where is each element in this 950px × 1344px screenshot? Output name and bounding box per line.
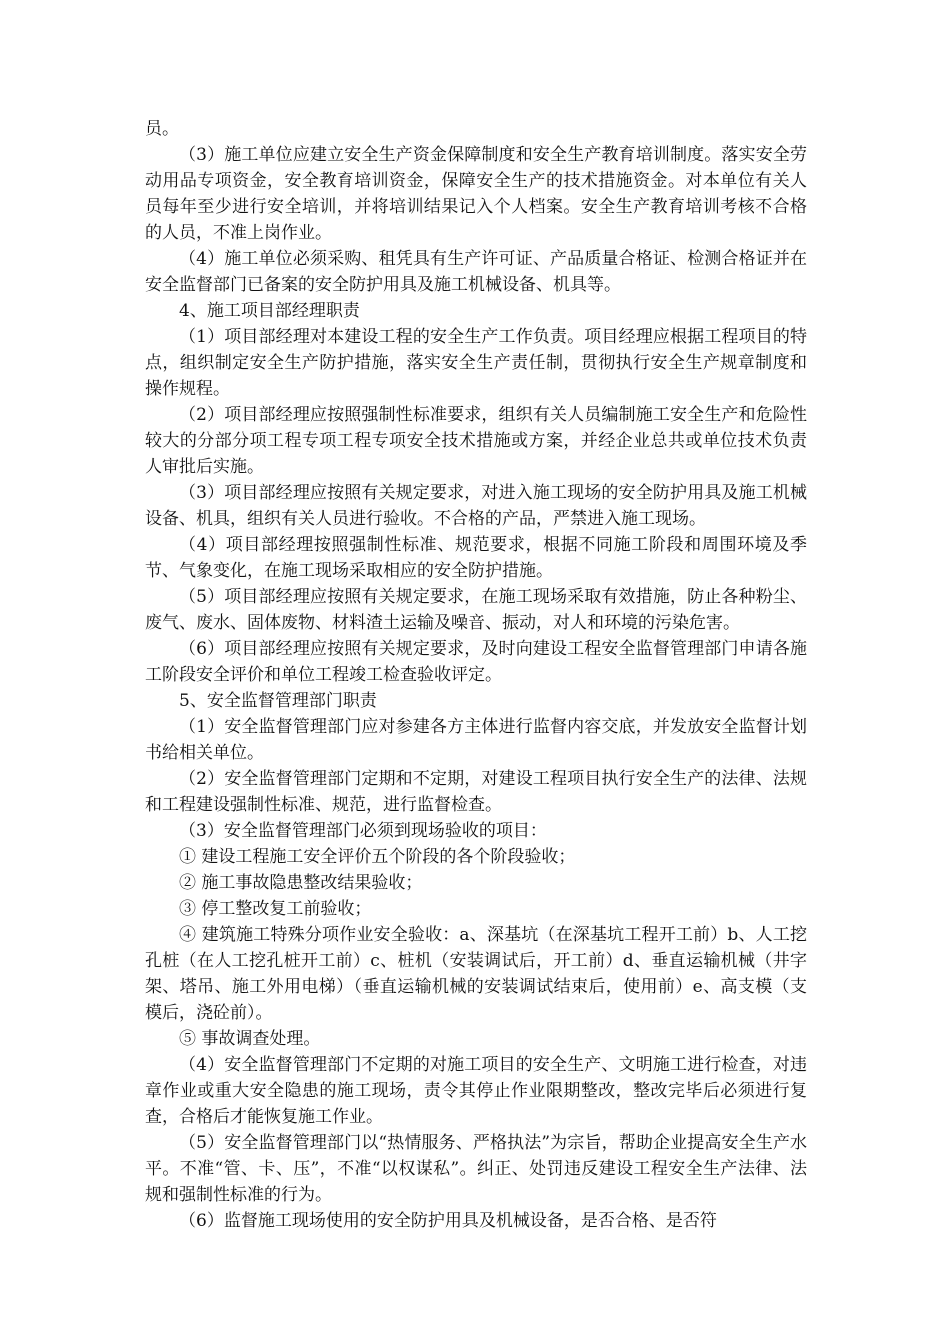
paragraph-pm-6: （6）项目部经理应按照有关规定要求，及时向建设工程安全监督管理部门申请各施工阶段安全评价和单位工程竣工检查验收评定。 [145, 639, 807, 685]
paragraph-pm-1: （1）项目部经理对本建设工程的安全生产工作负责。项目经理应根据工程项目的特点，组织制定安全生产防护措施，落实安全生产责任制，贯彻执行安全生产规章制度和操作规程。 [145, 327, 807, 399]
paragraph-sup-6: （6）监督施工现场使用的安全防护用具及机械设备，是否合格、是否符 [179, 1211, 717, 1231]
paragraph-pm-3: （3）项目部经理应按照有关规定要求，对进入施工现场的安全防护用具及施工机械设备、机具，组织有关人员进行验收。不合格的产品，严禁进入施工现场。 [145, 483, 807, 529]
section-heading-4: 4、施工项目部经理职责 [179, 301, 360, 321]
document-body [145, 116, 807, 1234]
list-item-5: ⑤ 事故调查处理。 [179, 1029, 321, 1049]
paragraph-4-procurement: （4）施工单位必须采购、租凭具有生产许可证、产品质量合格证、检测合格证并在安全监督部门已备案的安全防护用具及施工机械设备、机具等。 [145, 249, 807, 295]
paragraph-sup-5: （5）安全监督管理部门以“热情服务、严格执法”为宗旨，帮助企业提高安全生产水平。不准“管、卡、压”，不准“以权谋私”。纠正、处罚违反建设工程安全生产法律、法规和强制性标准的行为。 [145, 1133, 807, 1205]
list-item-3: ③ 停工整改复工前验收； [179, 899, 372, 919]
paragraph-sup-3: （3）安全监督管理部门必须到现场验收的项目： [179, 821, 547, 841]
paragraph-sup-4: （4）安全监督管理部门不定期的对施工项目的安全生产、文明施工进行检查，对违章作业或重大安全隐患的施工现场，责令其停止作业限期整改，整改完毕后必须进行复查，合格后才能恢复施工作业。 [145, 1055, 807, 1127]
paragraph-pm-2: （2）项目部经理应按照强制性标准要求，组织有关人员编制施工安全生产和危险性较大的分部分项工程专项工程专项安全技术措施或方案，并经企业总共或单位技术负责人审批后实施。 [145, 405, 807, 477]
paragraph-3-safety-fund: （3）施工单位应建立安全生产资金保障制度和安全生产教育培训制度。落实安全劳动用品专项资金，安全教育培训资金，保障安全生产的技术措施资金。对本单位有关人员每年至少进行安全培训，并将培训结果记入个人档案。安全生产教育培训考核不合格的人员，不准上岗作业。 [145, 145, 807, 243]
paragraph-pm-5: （5）项目部经理应按照有关规定要求，在施工现场采取有效措施，防止各种粉尘、废气、废水、固体废物、材料渣土运输及噪音、振动，对人和环境的污染危害。 [145, 587, 807, 633]
paragraph-sup-1: （1）安全监督管理部门应对参建各方主体进行监督内容交底，并发放安全监督计划书给相关单位。 [145, 717, 807, 763]
list-item-2: ② 施工事故隐患整改结果验收； [179, 873, 423, 893]
list-item-1: ① 建设工程施工安全评价五个阶段的各个阶段验收； [179, 847, 576, 867]
paragraph-sup-2: （2）安全监督管理部门定期和不定期，对建设工程项目执行安全生产的法律、法规和工程建设强制性标准、规范，进行监督检查。 [145, 769, 807, 815]
paragraph-pm-4: （4）项目部经理按照强制性标准、规范要求，根据不同施工阶段和周围环境及季节、气象变化，在施工现场采取相应的安全防护措施。 [145, 535, 807, 581]
section-heading-5: 5、安全监督管理部门职责 [179, 691, 377, 711]
list-item-4: ④ 建筑施工特殊分项作业安全验收：a、深基坑（在深基坑工程开工前）b、人工挖孔桩（在人工挖孔桩开工前）c、桩机（安装调试后，开工前）d、垂直运输机械（井字架、塔吊、施工外用电梯）（垂直运输机械的安装调试结束后，使用前）e、高支模（支模后，浇砼前）。 [145, 925, 807, 1023]
paragraph-continuation: 员。 [145, 119, 179, 139]
